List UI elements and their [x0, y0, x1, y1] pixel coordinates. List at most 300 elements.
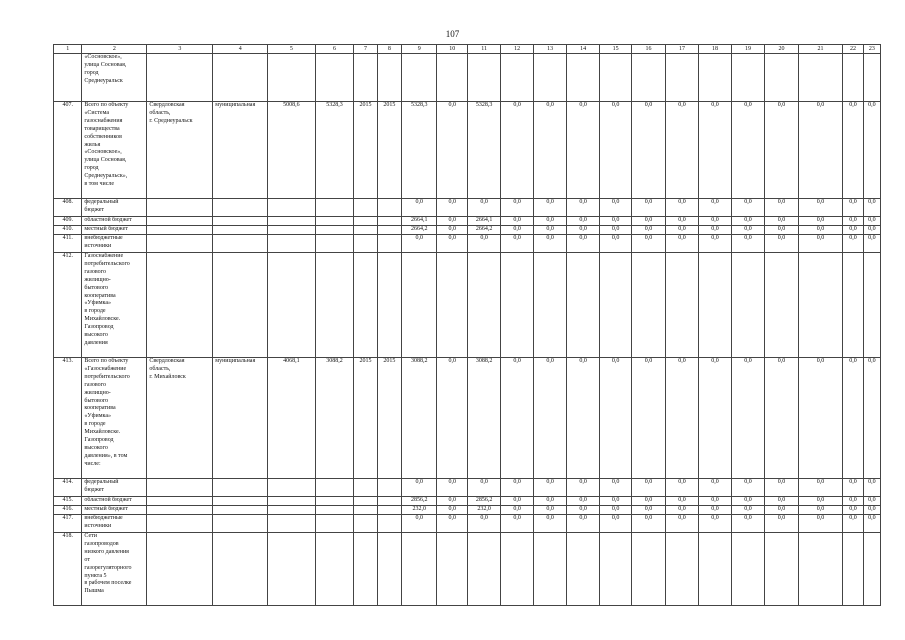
- table-cell: [147, 497, 213, 506]
- table-cell: [567, 54, 599, 102]
- table-cell: [599, 253, 631, 358]
- table-cell: 0,0: [665, 497, 698, 506]
- table-cell: [731, 533, 764, 606]
- table-cell: 0,0: [501, 226, 533, 235]
- table-cell: 0,0: [798, 199, 843, 217]
- table-cell: 0,0: [401, 235, 437, 253]
- table-cell: 0,0: [798, 479, 843, 497]
- table-cell: [268, 506, 316, 515]
- table-cell: [843, 533, 863, 606]
- column-header: 10: [437, 45, 467, 54]
- column-header: 7: [354, 45, 377, 54]
- table-cell: 0,0: [501, 217, 533, 226]
- table-cell: 0,0: [632, 506, 665, 515]
- table-cell: [315, 533, 354, 606]
- table-cell: [54, 54, 82, 102]
- table-cell: Всего по объекту «Газоснабжение потребительского газового жилищно- бытового кооператива «Уфимка» в городе Михайловске. Газопровод высокого давления», в том числе:: [82, 358, 147, 479]
- table-cell: [315, 54, 354, 102]
- table-cell: 0,0: [798, 102, 843, 199]
- table-cell: 2015: [354, 102, 377, 199]
- table-cell: 0,0: [533, 479, 566, 497]
- table-cell: 0,0: [699, 235, 731, 253]
- table-cell: 0,0: [501, 515, 533, 533]
- table-row: [54, 235, 881, 253]
- table-cell: 408.: [54, 199, 82, 217]
- table-cell: [377, 506, 401, 515]
- table-cell: [467, 54, 500, 102]
- column-header: 3: [147, 45, 213, 54]
- table-cell: 0,0: [699, 358, 731, 479]
- table-cell: 0,0: [699, 199, 731, 217]
- table-cell: [377, 235, 401, 253]
- table-cell: 0,0: [699, 226, 731, 235]
- table-cell: 3088,2: [401, 358, 437, 479]
- table-cell: [354, 506, 377, 515]
- table-cell: [665, 533, 698, 606]
- table-cell: муниципальная: [213, 102, 268, 199]
- table-cell: 3088,2: [467, 358, 500, 479]
- table-cell: [268, 253, 316, 358]
- table-cell: [268, 235, 316, 253]
- table-cell: 0,0: [632, 497, 665, 506]
- table-cell: [699, 253, 731, 358]
- table-cell: 0,0: [501, 479, 533, 497]
- table-cell: [765, 54, 798, 102]
- table-cell: 0,0: [467, 479, 500, 497]
- table-cell: 0,0: [665, 102, 698, 199]
- column-header: 13: [533, 45, 566, 54]
- table-cell: 0,0: [798, 358, 843, 479]
- table-cell: 0,0: [731, 479, 764, 497]
- table-cell: [765, 533, 798, 606]
- table-cell: 0,0: [843, 479, 863, 497]
- table-cell: [533, 533, 566, 606]
- table-cell: 0,0: [863, 515, 880, 533]
- table-cell: 0,0: [599, 497, 631, 506]
- table-cell: [147, 479, 213, 497]
- table-cell: [354, 235, 377, 253]
- table-cell: [268, 533, 316, 606]
- table-row: [54, 102, 881, 199]
- table-cell: 0,0: [699, 102, 731, 199]
- table-cell: 0,0: [599, 358, 631, 479]
- table-cell: [315, 479, 354, 497]
- table-cell: 0,0: [533, 358, 566, 479]
- table-cell: [765, 253, 798, 358]
- table-cell: 0,0: [437, 358, 467, 479]
- table-cell: Всего по объекту «Система газоснабжения товарищества собственников жилья «Сосновское», улица Сосновая, город Среднеуральск», в том числе: [82, 102, 147, 199]
- table-cell: 0,0: [632, 358, 665, 479]
- table-cell: [315, 515, 354, 533]
- table-cell: 0,0: [501, 102, 533, 199]
- table-row: [54, 515, 881, 533]
- table-cell: [354, 533, 377, 606]
- column-header: 15: [599, 45, 631, 54]
- table-cell: [268, 54, 316, 102]
- table-cell: [401, 54, 437, 102]
- table-cell: 0,0: [863, 506, 880, 515]
- table-cell: [665, 54, 698, 102]
- table-cell: [213, 515, 268, 533]
- table-cell: 0,0: [437, 515, 467, 533]
- table-cell: 0,0: [798, 226, 843, 235]
- table-cell: 2015: [377, 102, 401, 199]
- table-cell: [863, 54, 880, 102]
- table-cell: [467, 533, 500, 606]
- table-cell: 0,0: [599, 515, 631, 533]
- table-cell: 232,0: [467, 506, 500, 515]
- table-cell: [501, 533, 533, 606]
- column-header: 18: [699, 45, 731, 54]
- table-cell: федеральный бюджет: [82, 479, 147, 497]
- table-cell: [354, 497, 377, 506]
- table-cell: 0,0: [437, 102, 467, 199]
- table-cell: Сети газопроводов низкого давления от газорегуляторного пункта 5 в рабочем поселке Пышма: [82, 533, 147, 606]
- table-cell: [437, 533, 467, 606]
- table-cell: 0,0: [765, 515, 798, 533]
- table-cell: [268, 479, 316, 497]
- table-cell: 5328,3: [315, 102, 354, 199]
- table-cell: 411.: [54, 235, 82, 253]
- table-cell: 0,0: [863, 217, 880, 226]
- table-cell: местный бюджет: [82, 506, 147, 515]
- table-cell: [377, 226, 401, 235]
- table-cell: [665, 253, 698, 358]
- table-cell: 0,0: [567, 358, 599, 479]
- column-header: 12: [501, 45, 533, 54]
- table-cell: 0,0: [843, 226, 863, 235]
- table-cell: 2856,2: [467, 497, 500, 506]
- table-row: [54, 358, 881, 479]
- table-cell: [731, 54, 764, 102]
- table-cell: [147, 54, 213, 102]
- table-cell: [268, 217, 316, 226]
- table-cell: [377, 515, 401, 533]
- column-header: 8: [377, 45, 401, 54]
- table-cell: 0,0: [731, 199, 764, 217]
- table-cell: областной бюджет: [82, 497, 147, 506]
- table-cell: 0,0: [863, 226, 880, 235]
- table-cell: [213, 235, 268, 253]
- table-cell: 0,0: [765, 102, 798, 199]
- table-cell: 0,0: [567, 226, 599, 235]
- table-row: [54, 479, 881, 497]
- column-header: 6: [315, 45, 354, 54]
- table-cell: 0,0: [843, 217, 863, 226]
- column-header: 4: [213, 45, 268, 54]
- table-cell: 412.: [54, 253, 82, 358]
- table-cell: [699, 533, 731, 606]
- table-cell: 0,0: [599, 506, 631, 515]
- table-cell: 0,0: [798, 506, 843, 515]
- table-cell: 0,0: [567, 497, 599, 506]
- table-cell: [213, 199, 268, 217]
- table-cell: [501, 253, 533, 358]
- table-cell: 0,0: [437, 479, 467, 497]
- table-cell: [798, 253, 843, 358]
- table-cell: 2664,2: [467, 226, 500, 235]
- table-cell: [147, 253, 213, 358]
- table-cell: 0,0: [699, 497, 731, 506]
- column-header: 1: [54, 45, 82, 54]
- table-cell: 0,0: [632, 515, 665, 533]
- table-cell: [567, 533, 599, 606]
- column-header: 22: [843, 45, 863, 54]
- table-cell: 5008,6: [268, 102, 316, 199]
- table-cell: 0,0: [863, 358, 880, 479]
- page-number: 107: [445, 29, 460, 39]
- table-cell: [315, 217, 354, 226]
- table-cell: [213, 217, 268, 226]
- table-cell: 0,0: [863, 102, 880, 199]
- table-cell: [213, 497, 268, 506]
- table-cell: [377, 479, 401, 497]
- table-cell: областной бюджет: [82, 217, 147, 226]
- table-cell: [798, 533, 843, 606]
- table-cell: [632, 253, 665, 358]
- table-cell: 0,0: [843, 358, 863, 479]
- table-cell: 407.: [54, 102, 82, 199]
- table-cell: 232,0: [401, 506, 437, 515]
- table-cell: [147, 199, 213, 217]
- table-cell: [567, 253, 599, 358]
- table-cell: 0,0: [501, 506, 533, 515]
- table-cell: 2015: [377, 358, 401, 479]
- table-row: [54, 54, 881, 102]
- table-cell: 0,0: [765, 199, 798, 217]
- table-cell: [315, 199, 354, 217]
- table-cell: [315, 226, 354, 235]
- table-row: [54, 253, 881, 358]
- table-cell: 0,0: [843, 235, 863, 253]
- table-cell: [798, 54, 843, 102]
- table-cell: 0,0: [437, 497, 467, 506]
- table-cell: [268, 497, 316, 506]
- table-cell: 410.: [54, 226, 82, 235]
- table-cell: [315, 506, 354, 515]
- table-cell: [501, 54, 533, 102]
- table-cell: 0,0: [567, 479, 599, 497]
- table-cell: [401, 533, 437, 606]
- table-cell: 0,0: [501, 358, 533, 479]
- table-cell: 0,0: [632, 199, 665, 217]
- table-cell: [315, 235, 354, 253]
- table-row: [54, 497, 881, 506]
- table-cell: 0,0: [765, 358, 798, 479]
- table-cell: 0,0: [533, 515, 566, 533]
- column-header: 19: [731, 45, 764, 54]
- table-cell: 0,0: [863, 479, 880, 497]
- table-cell: [354, 253, 377, 358]
- table-row: [54, 506, 881, 515]
- table-cell: 0,0: [731, 497, 764, 506]
- table-cell: 0,0: [533, 235, 566, 253]
- table-cell: [147, 235, 213, 253]
- table-cell: Газоснабжение потребительского газового жилищно- бытового кооператива «Уфимка» в городе Михайловске. Газопровод высокого давления: [82, 253, 147, 358]
- table-cell: 0,0: [731, 102, 764, 199]
- table-cell: 0,0: [437, 235, 467, 253]
- table-cell: [863, 253, 880, 358]
- header-row: [54, 45, 881, 54]
- table-cell: 0,0: [567, 217, 599, 226]
- table-cell: [213, 533, 268, 606]
- table-cell: 0,0: [765, 226, 798, 235]
- table-cell: 0,0: [798, 515, 843, 533]
- table-cell: 0,0: [599, 199, 631, 217]
- table-cell: 0,0: [437, 506, 467, 515]
- table-cell: [213, 226, 268, 235]
- table-cell: 0,0: [599, 479, 631, 497]
- table-cell: 0,0: [699, 479, 731, 497]
- table-cell: 5328,3: [467, 102, 500, 199]
- table-cell: [533, 54, 566, 102]
- column-header: 16: [632, 45, 665, 54]
- table-cell: 0,0: [731, 358, 764, 479]
- table-cell: [268, 226, 316, 235]
- table-cell: [632, 54, 665, 102]
- table-cell: [315, 497, 354, 506]
- table-cell: 0,0: [467, 235, 500, 253]
- column-header: 23: [863, 45, 880, 54]
- column-header: 20: [765, 45, 798, 54]
- table-cell: 2664,1: [401, 217, 437, 226]
- column-header: 2: [82, 45, 147, 54]
- table-cell: 0,0: [798, 235, 843, 253]
- column-header: 21: [798, 45, 843, 54]
- table-cell: 0,0: [501, 199, 533, 217]
- table-cell: 2015: [354, 358, 377, 479]
- column-header: 9: [401, 45, 437, 54]
- table-cell: [863, 533, 880, 606]
- table-cell: 0,0: [843, 506, 863, 515]
- table-cell: 0,0: [863, 235, 880, 253]
- table-cell: 418.: [54, 533, 82, 606]
- table-cell: [147, 515, 213, 533]
- table-cell: 0,0: [533, 199, 566, 217]
- table-cell: 413.: [54, 358, 82, 479]
- column-header: 11: [467, 45, 500, 54]
- table-cell: [731, 253, 764, 358]
- table-cell: 0,0: [765, 479, 798, 497]
- table-cell: [213, 54, 268, 102]
- table-cell: 0,0: [401, 199, 437, 217]
- table-row: [54, 217, 881, 226]
- table-cell: 0,0: [699, 217, 731, 226]
- table-cell: [213, 506, 268, 515]
- table-cell: [377, 54, 401, 102]
- table-cell: 0,0: [533, 217, 566, 226]
- table-cell: 0,0: [863, 199, 880, 217]
- table-cell: [354, 515, 377, 533]
- table-cell: 0,0: [567, 515, 599, 533]
- table-cell: [467, 253, 500, 358]
- table-cell: [354, 226, 377, 235]
- table-cell: 0,0: [567, 102, 599, 199]
- table-cell: местный бюджет: [82, 226, 147, 235]
- table-cell: 0,0: [567, 235, 599, 253]
- table-cell: [699, 54, 731, 102]
- table-cell: [377, 217, 401, 226]
- table-cell: 0,0: [401, 479, 437, 497]
- table-cell: [377, 497, 401, 506]
- table-cell: [268, 515, 316, 533]
- table-cell: 2664,2: [401, 226, 437, 235]
- table-cell: 0,0: [731, 515, 764, 533]
- table-cell: [315, 253, 354, 358]
- table-cell: [147, 226, 213, 235]
- table-cell: 0,0: [665, 479, 698, 497]
- table-cell: [533, 253, 566, 358]
- table-cell: [268, 199, 316, 217]
- table-cell: 0,0: [665, 235, 698, 253]
- column-header: 14: [567, 45, 599, 54]
- table-cell: [147, 506, 213, 515]
- table-cell: 5328,3: [401, 102, 437, 199]
- table-cell: 0,0: [798, 497, 843, 506]
- column-header: 5: [268, 45, 316, 54]
- table-cell: 0,0: [501, 235, 533, 253]
- table-cell: [632, 533, 665, 606]
- table-cell: 2856,2: [401, 497, 437, 506]
- table-row: [54, 533, 881, 606]
- table-cell: 0,0: [533, 102, 566, 199]
- table-cell: 415.: [54, 497, 82, 506]
- table-cell: 0,0: [437, 226, 467, 235]
- table-cell: 0,0: [533, 506, 566, 515]
- table-cell: внебюджетные источники: [82, 235, 147, 253]
- table-cell: 0,0: [665, 358, 698, 479]
- table-cell: [147, 533, 213, 606]
- table-cell: 0,0: [843, 102, 863, 199]
- table-cell: [437, 253, 467, 358]
- table-cell: 0,0: [533, 497, 566, 506]
- table-cell: 0,0: [401, 515, 437, 533]
- table-cell: «Сосновское», улица Сосновая, город Среднеуральск: [82, 54, 147, 102]
- table-cell: внебюджетные источники: [82, 515, 147, 533]
- table-cell: 0,0: [863, 497, 880, 506]
- table-cell: 0,0: [731, 235, 764, 253]
- table-cell: [377, 253, 401, 358]
- table-cell: 409.: [54, 217, 82, 226]
- table-cell: 0,0: [599, 235, 631, 253]
- table-cell: [147, 217, 213, 226]
- table-cell: 0,0: [632, 479, 665, 497]
- table-cell: федеральный бюджет: [82, 199, 147, 217]
- table-cell: 0,0: [665, 226, 698, 235]
- table-cell: [599, 533, 631, 606]
- table-cell: 0,0: [567, 506, 599, 515]
- table-cell: 0,0: [437, 217, 467, 226]
- table-cell: 0,0: [599, 226, 631, 235]
- table-cell: Свердловская область, г. Михайловск: [147, 358, 213, 479]
- table-cell: 0,0: [665, 506, 698, 515]
- table-row: [54, 199, 881, 217]
- table-cell: [213, 253, 268, 358]
- table-cell: 0,0: [843, 515, 863, 533]
- table-cell: 0,0: [665, 515, 698, 533]
- table-cell: 0,0: [533, 226, 566, 235]
- table-cell: [401, 253, 437, 358]
- table-cell: 0,0: [798, 217, 843, 226]
- table-cell: [843, 253, 863, 358]
- table-cell: 0,0: [665, 199, 698, 217]
- table-cell: [437, 54, 467, 102]
- table-row: [54, 226, 881, 235]
- table-cell: 0,0: [765, 497, 798, 506]
- table-cell: 0,0: [501, 497, 533, 506]
- table-cell: [354, 54, 377, 102]
- table-cell: 0,0: [437, 199, 467, 217]
